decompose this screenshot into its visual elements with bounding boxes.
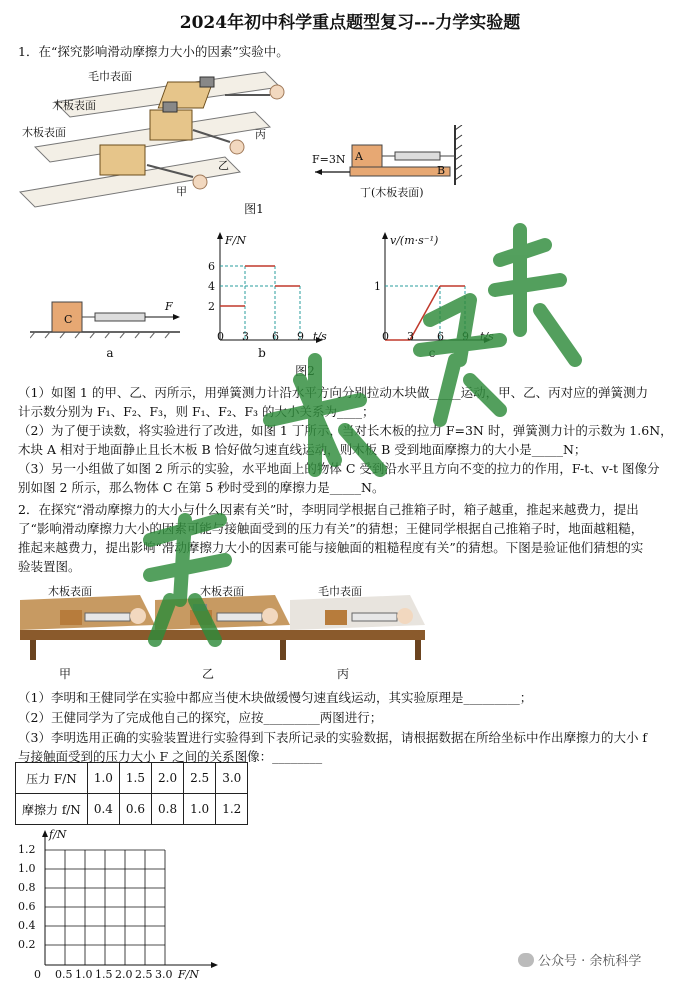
footer-wechat — [518, 950, 641, 969]
wechat-icon — [518, 953, 534, 967]
fig2c-xlabel: t/s — [480, 330, 494, 343]
grid-ytick: 1.2 — [18, 843, 36, 856]
table-cell: 0.6 — [119, 794, 151, 825]
ding-caption: 丁(木板表面) — [360, 186, 424, 199]
table-cell: 压力 F/N — [16, 763, 88, 794]
fig2c-ytick-1: 1 — [374, 280, 381, 293]
grid-xtick: 0 — [34, 968, 41, 981]
table-cell: 0.8 — [152, 794, 184, 825]
grid-xtick: 1.5 — [95, 968, 113, 981]
answer-grid[interactable] — [40, 830, 220, 970]
fig1-label-jia: 甲 — [176, 185, 187, 198]
photo-bing — [290, 595, 425, 660]
table-row-pressure — [16, 763, 248, 794]
photo-jia — [20, 595, 155, 660]
figure-1-boards — [15, 62, 305, 222]
question-1-stem: 1．在“探究影响滑动摩擦力大小的因素”实验中。 — [18, 44, 289, 59]
table-cell: 1.5 — [119, 763, 151, 794]
fig2b-ytick-6: 6 — [208, 260, 215, 273]
q2-line-3: 推起来越费力，提出影响“滑动摩擦力大小的因素可能与接触面的粗糙程度有关”的猜想。下图是验证他们猜想的实 — [18, 540, 644, 555]
table-cell: 1.2 — [216, 794, 248, 825]
board-b — [350, 167, 450, 176]
ding-force-label: F=3N — [312, 153, 346, 166]
photo-caption-jia: 甲 — [58, 667, 71, 681]
table-cell: 摩擦力 f/N — [16, 794, 88, 825]
fig1-label-bing: 丙 — [255, 128, 266, 141]
fig2b-xtick-0: 0 — [217, 330, 224, 343]
table-cell: 2.5 — [184, 763, 216, 794]
table-cell: 0.4 — [87, 794, 119, 825]
block-c-label: C — [64, 313, 73, 326]
figure-2a — [30, 290, 190, 340]
fig2b-xtick-6: 6 — [272, 330, 279, 343]
fig2b-xtick-3: 3 — [242, 330, 249, 343]
grid-ytick: 0.8 — [18, 881, 36, 894]
figure-2b-chart — [205, 230, 325, 345]
grid-xlabel: F/N — [178, 968, 199, 981]
table-row-friction — [16, 794, 248, 825]
photo-label-yi: 木板表面 — [200, 585, 244, 598]
fig1-label-maojin: 毛巾表面 — [88, 70, 132, 83]
fig2b-xtick-9: 9 — [297, 330, 304, 343]
q1-line-5: （3）另一小组做了如图 2 所示的实验，水平地面上的物体 C 受到沿水平且方向不变的拉力的作用，F-t、v-t 图像分 — [18, 461, 660, 476]
grid-xtick: 2.0 — [115, 968, 133, 981]
spring-scale-a — [95, 313, 145, 321]
footer-text: 公众号 · 余杭科学 — [538, 954, 642, 969]
fig2c-xtick-9: 9 — [462, 330, 469, 343]
fig1-label-yi: 乙 — [218, 159, 229, 172]
fig2b-xlabel: t/s — [313, 330, 327, 343]
fig2b-ylabel: F/N — [225, 234, 246, 247]
q1-line-2: 计示数分别为 F₁、F₂、F₃，则 F₁、F₂、F₃ 的大小关系为____； — [18, 404, 375, 419]
figure-1-caption: 图1 — [244, 202, 264, 216]
q2-sub-1: （1）李明和王健同学在实验中都应当使木块做缓慢匀速直线运动，其实验原理是_________； — [18, 690, 533, 705]
data-table — [15, 762, 248, 825]
spring-scale — [395, 152, 440, 160]
fig2c-label: c — [428, 346, 436, 360]
grid-xtick: 2.5 — [135, 968, 153, 981]
fig2b-ytick-4: 4 — [208, 280, 215, 293]
photo-caption-bing: 丙 — [336, 667, 349, 681]
grid-ytick: 0.4 — [18, 919, 36, 932]
q1-line-4: 木块 A 相对于地面静止且长木板 B 恰好做匀速直线运动，则木板 B 受到地面摩擦力的大小是_____N； — [18, 442, 587, 457]
grid-ytick: 0.6 — [18, 900, 36, 913]
block-a-label: A — [355, 150, 363, 163]
fig1-label-muban-2: 木板表面 — [22, 126, 66, 139]
fig2c-xtick-0: 0 — [382, 330, 389, 343]
q1-line-3: （2）为了便于读数，将实验进行了改进，如图 1 丁所示，当对长木板的拉力 F=3N 时，弹簧测力计的示数为 1.6N， — [18, 423, 673, 438]
grid-ylabel: f/N — [49, 828, 67, 841]
grid-ytick: 1.0 — [18, 862, 36, 875]
table-cell: 1.0 — [184, 794, 216, 825]
fig2a-force-label: F — [165, 300, 173, 313]
q1-line-6: 别如图 2 所示，那么物体 C 在第 5 秒时受到的摩擦力是_____N。 — [18, 480, 385, 495]
q2-line-1: 2．在探究“滑动摩擦力的大小与什么因素有关”时，李明同学根据自己推箱子时，箱子越重，推起来越费力，提出 — [18, 502, 639, 517]
fig2c-xtick-6: 6 — [437, 330, 444, 343]
board-b-label: B — [437, 164, 446, 177]
table-cell: 1.0 — [87, 763, 119, 794]
grid-xtick: 0.5 — [55, 968, 73, 981]
q2-line-4: 验装置图。 — [18, 559, 81, 574]
q1-line-1: （1）如图 1 的甲、乙、丙所示，用弹簧测力计沿水平方向分别拉动木块做_____运动，甲、乙、丙对应的弹簧测力 — [18, 385, 649, 400]
fig2b-ytick-2: 2 — [208, 300, 215, 313]
figure-2-caption: 图2 — [295, 364, 315, 378]
table-cell: 2.0 — [152, 763, 184, 794]
fig2c-xtick-3: 3 — [407, 330, 414, 343]
photo-yi — [155, 595, 290, 660]
photo-label-jia: 木板表面 — [48, 585, 92, 598]
q2-sub-3: （3）李明选用正确的实验装置进行实验得到下表所记录的实验数据，请根据数据在所给坐标中作出摩擦力的大小 f — [18, 730, 648, 745]
photo-label-bing: 毛巾表面 — [318, 585, 362, 598]
fig1-label-muban-1: 木板表面 — [52, 99, 96, 112]
fig2a-label: a — [106, 346, 114, 360]
figure-2c-chart — [370, 230, 495, 345]
page-title: 2024年初中科学重点题型复习---力学实验题 — [179, 13, 521, 33]
grid-xtick: 3.0 — [155, 968, 173, 981]
grid-ytick: 0.2 — [18, 938, 36, 951]
q2-sub-4: 与接触面受到的压力大小 F 之间的关系图像：________ — [18, 749, 323, 764]
table-cell: 3.0 — [216, 763, 248, 794]
q2-sub-2: （2）王健同学为了完成他自己的探究，应按_________两图进行； — [18, 710, 383, 725]
fig2c-ylabel: v/(m·s⁻¹) — [390, 234, 439, 247]
photo-caption-yi: 乙 — [201, 667, 214, 681]
grid-xtick: 1.0 — [75, 968, 93, 981]
q2-line-2: 了“影响滑动摩擦力大小的因素可能与接触面受到的压力有关”的猜想；王健同学根据自己推箱子时，地面越粗糙， — [18, 521, 644, 536]
fig2b-label: b — [258, 346, 266, 360]
